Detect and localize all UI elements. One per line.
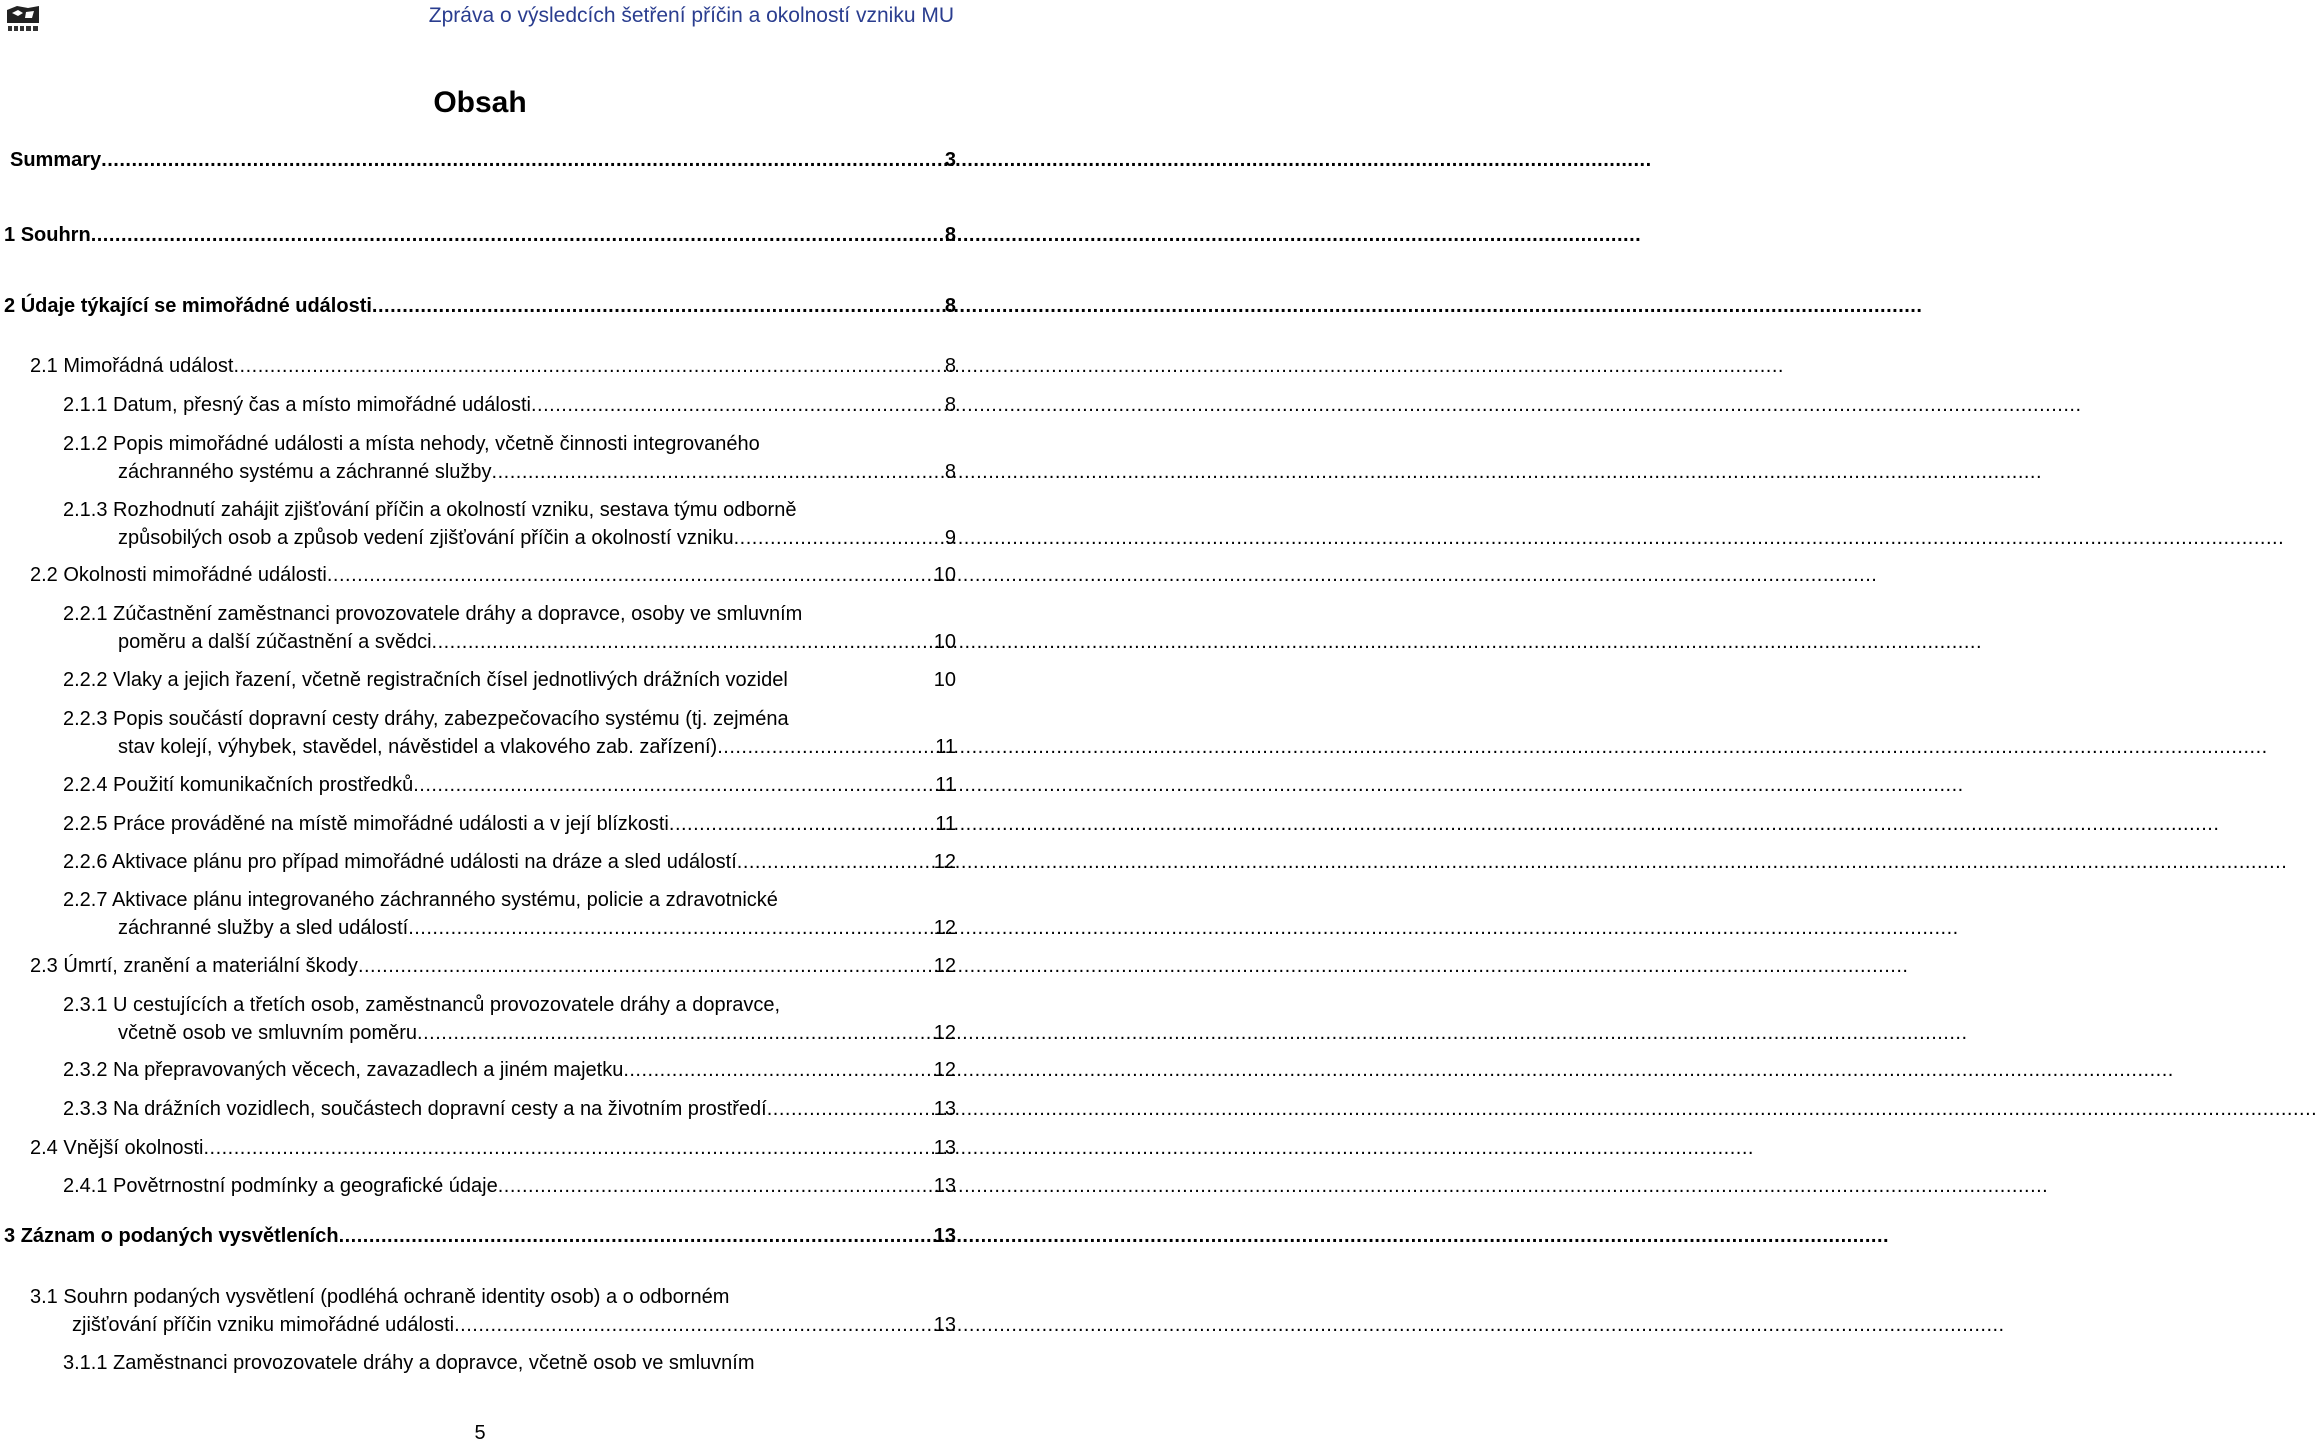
toc-entry-text: Použití komunikačních prostředků <box>113 774 414 796</box>
document-page <box>0 0 960 1444</box>
toc-entry-number: 2.3.2 <box>63 1059 108 1081</box>
toc-entry-2-1[interactable] <box>30 352 956 380</box>
toc-entry-text: Aktivace plánu pro případ mimořádné události na dráze a sled událostí <box>111 851 737 873</box>
toc-entry-2-1-3[interactable] <box>63 496 956 552</box>
toc-entry-number: 3 <box>4 1225 16 1247</box>
toc-leader-dots <box>492 458 943 486</box>
toc-entry-title <box>63 430 760 458</box>
toc-entry-text: Zúčastnění zaměstnanci provozovatele dráhy a dopravce, osoby ve smluvním <box>113 603 803 625</box>
toc-entry-text: Záznam o podaných vysvětleních <box>20 1225 339 1247</box>
toc-entry-2-2-6[interactable] <box>63 848 956 876</box>
toc-entry-title <box>30 1134 203 1162</box>
toc-page-number: 8 <box>944 355 956 377</box>
toc-entry-title <box>4 221 91 249</box>
toc-page-number: 13 <box>933 1175 956 1197</box>
toc-page-number: 8 <box>944 394 956 416</box>
toc-entry-text: Popis mimořádné události a místa nehody, včetně činnosti integrovaného <box>113 433 760 455</box>
toc-entry-summary[interactable] <box>10 146 956 174</box>
toc-entry-text: Popis součástí dopravní cesty dráhy, zabezpečovacího systému (tj. zejména <box>113 708 789 730</box>
toc-entry-2-2[interactable] <box>30 561 956 589</box>
toc-entry-text: Povětrnostní podmínky a geografické údaje <box>113 1175 498 1197</box>
toc-entry-3-1-1[interactable] <box>63 1349 956 1377</box>
toc-page-number: 10 <box>933 669 956 691</box>
toc-entry-text: Vlaky a jejich řazení, včetně registračních čísel jednotlivých drážních vozidel <box>113 669 788 691</box>
toc-entry-title <box>63 666 788 694</box>
toc-leader-dots <box>417 1019 932 1047</box>
toc-entry-text: Summary <box>10 149 102 171</box>
toc-entry-title <box>30 352 233 380</box>
toc-leader-dots <box>408 914 932 942</box>
toc-entry-number: 2.3.1 <box>63 994 108 1016</box>
toc-page-number: 12 <box>933 955 956 977</box>
toc-entry-number: 2.1.2 <box>63 433 108 455</box>
toc-leader-dots <box>498 1172 932 1200</box>
toc-entry-number: 2.2.1 <box>63 603 108 625</box>
toc-entry-text: Údaje týkající se mimořádné události <box>20 295 372 317</box>
toc-page-number: 11 <box>935 774 956 796</box>
toc-leader-dots <box>767 1095 932 1123</box>
toc-leader-dots <box>91 221 943 249</box>
toc-entry-title <box>63 1056 623 1084</box>
toc-entry-2-4[interactable] <box>30 1134 956 1162</box>
organization-logo-icon <box>4 4 42 34</box>
toc-entry-number: 2.2.7 <box>63 889 108 911</box>
toc-entry-number: 2 <box>4 295 16 317</box>
toc-entry-title <box>4 292 372 320</box>
toc-entry-title <box>63 496 796 524</box>
toc-entry-title <box>63 771 413 799</box>
toc-entry-2-2-2[interactable] <box>63 666 956 694</box>
toc-entry-2-3-1[interactable] <box>63 991 956 1047</box>
toc-leader-dots <box>101 146 943 174</box>
toc-page-number: 12 <box>933 917 956 939</box>
toc-leader-dots <box>327 561 932 589</box>
toc-entry-number: 2.2.2 <box>63 669 108 691</box>
toc-entry-title <box>63 600 802 628</box>
toc-page-number: 11 <box>935 813 956 835</box>
toc-leader-dots <box>454 1311 932 1339</box>
toc-entry-title <box>30 1283 729 1311</box>
document-header-title: Zpráva o výsledcích šetření příčin a okolností vzniku MU <box>428 4 954 27</box>
toc-page-number: 8 <box>944 295 956 317</box>
toc-entry-text: Rozhodnutí zahájit zjišťování příčin a okolností vzniku, sestava týmu odborně <box>113 499 797 521</box>
toc-heading: Obsah <box>433 86 527 119</box>
toc-page-number: 13 <box>933 1137 956 1159</box>
toc-leader-dots <box>413 771 933 799</box>
toc-entry-text: Aktivace plánu integrovaného záchranného systému, policie a zdravotnické <box>111 889 778 911</box>
toc-entry-2-3-2[interactable] <box>63 1056 956 1084</box>
toc-leader-dots <box>717 733 933 761</box>
toc-entry-number: 2.4.1 <box>63 1175 108 1197</box>
toc-entry-text: Na přepravovaných věcech, zavazadlech a jiném majetku <box>113 1059 624 1081</box>
toc-entry-2-2-3[interactable] <box>63 705 956 761</box>
toc-leader-dots <box>737 848 932 876</box>
toc-entry-title <box>10 146 101 174</box>
toc-entry-text-continuation: způsobilých osob a způsob vedení zjišťování příčin a okolností vzniku <box>118 527 734 549</box>
toc-entry-number: 1 <box>4 224 16 246</box>
toc-page-number: 3 <box>944 149 956 171</box>
toc-page-number: 13 <box>933 1225 956 1247</box>
toc-entry-text: Souhrn <box>20 224 91 246</box>
toc-entry-text: U cestujících a třetích osob, zaměstnanců provozovatele dráhy a dopravce, <box>113 994 781 1016</box>
toc-entry-title <box>63 391 531 419</box>
toc-leader-dots <box>372 292 943 320</box>
toc-entry-title <box>30 952 358 980</box>
toc-entry-text-continuation: stav kolejí, výhybek, stavědel, návěstidel a vlakového zab. zařízení) <box>118 736 718 758</box>
toc-entry-2-2-1[interactable] <box>63 600 956 656</box>
toc-page-number: 11 <box>935 736 956 758</box>
toc-entry-2-3[interactable] <box>30 952 956 980</box>
toc-page-number: 10 <box>933 564 956 586</box>
toc-entry-zaznam[interactable] <box>4 1222 956 1250</box>
toc-entry-number: 2.2.6 <box>63 851 108 873</box>
toc-entry-text: Souhrn podaných vysvětlení (podléhá ochraně identity osob) a o odborném <box>63 1286 730 1308</box>
toc-entry-2-1-2[interactable] <box>63 430 956 486</box>
toc-entry-text: Okolnosti mimořádné události <box>63 564 327 586</box>
toc-entry-number: 2.3 <box>30 955 58 977</box>
toc-entry-number: 2.1.1 <box>63 394 108 416</box>
toc-entry-title <box>63 886 778 914</box>
toc-leader-dots <box>358 952 932 980</box>
toc-leader-dots <box>623 1056 931 1084</box>
toc-entry-2-4-1[interactable] <box>63 1172 956 1200</box>
toc-entry-number: 2.2.3 <box>63 708 108 730</box>
toc-entry-number: 3.1.1 <box>63 1352 108 1374</box>
toc-entry-udaje[interactable] <box>4 292 956 320</box>
toc-entry-text: Vnější okolnosti <box>63 1137 204 1159</box>
toc-entry-2-2-4[interactable] <box>63 771 956 799</box>
toc-leader-dots <box>531 391 943 419</box>
toc-entry-text: Zaměstnanci provozovatele dráhy a dopravce, včetně osob ve smluvním <box>113 1352 755 1374</box>
toc-entry-text: Na drážních vozidlech, součástech dopravní cesty a na životním prostředí <box>113 1098 767 1120</box>
toc-entry-text-continuation: zjišťování příčin vzniku mimořádné události <box>72 1314 455 1336</box>
toc-page-number: 12 <box>933 1059 956 1081</box>
toc-leader-dots <box>203 1134 931 1162</box>
toc-leader-dots <box>669 810 933 838</box>
toc-entry-title <box>63 810 669 838</box>
toc-entry-2-2-5[interactable] <box>63 810 956 838</box>
toc-entry-number: 2.1 <box>30 355 58 377</box>
toc-entry-number: 2.4 <box>30 1137 58 1159</box>
toc-entry-number: 3.1 <box>30 1286 58 1308</box>
toc-page-number: 13 <box>933 1098 956 1120</box>
toc-page-number: 10 <box>933 631 956 653</box>
toc-entry-2-3-3[interactable] <box>63 1095 956 1123</box>
toc-entry-title <box>63 1349 754 1377</box>
toc-entry-text: Mimořádná událost <box>63 355 234 377</box>
toc-page-number: 8 <box>944 461 956 483</box>
page-number: 5 <box>474 1422 486 1444</box>
toc-entry-text-continuation: záchranné služby a sled událostí <box>118 917 409 939</box>
toc-entry-title <box>4 1222 339 1250</box>
toc-entry-title <box>30 561 327 589</box>
toc-entry-number: 2.2 <box>30 564 58 586</box>
toc-entry-3-1[interactable] <box>30 1283 956 1339</box>
toc-entry-title <box>63 1095 767 1123</box>
toc-page-number: 12 <box>933 1022 956 1044</box>
toc-entry-title <box>63 1172 498 1200</box>
toc-leader-dots <box>339 1222 932 1250</box>
toc-page-number: 12 <box>933 851 956 873</box>
toc-page-number: 8 <box>944 224 956 246</box>
toc-entry-number: 2.1.3 <box>63 499 108 521</box>
toc-entry-text-continuation: včetně osob ve smluvním poměru <box>118 1022 418 1044</box>
toc-entry-2-2-7[interactable] <box>63 886 956 942</box>
toc-entry-text-continuation: poměru a další zúčastnění a svědci <box>118 631 432 653</box>
toc-entry-number: 2.2.4 <box>63 774 108 796</box>
toc-page-number: 13 <box>933 1314 956 1336</box>
toc-leader-dots <box>233 352 942 380</box>
toc-entry-text-continuation: záchranného systému a záchranné služby <box>118 461 492 483</box>
toc-entry-number: 2.2.5 <box>63 813 108 835</box>
toc-leader-dots <box>432 628 932 656</box>
toc-entry-text: Úmrtí, zranění a materiální škody <box>63 955 358 977</box>
toc-entry-title <box>63 848 737 876</box>
toc-entry-2-1-1[interactable] <box>63 391 956 419</box>
toc-page-number: 9 <box>944 527 956 549</box>
toc-entry-text: Práce prováděné na místě mimořádné události a v její blízkosti <box>113 813 669 835</box>
toc-entry-title <box>63 991 780 1019</box>
toc-entry-text: Datum, přesný čas a místo mimořádné události <box>113 394 531 416</box>
toc-entry-number: 2.3.3 <box>63 1098 108 1120</box>
toc-entry-title <box>63 705 789 733</box>
toc-entry-souhrn[interactable] <box>4 221 956 249</box>
toc-leader-dots <box>734 524 943 552</box>
